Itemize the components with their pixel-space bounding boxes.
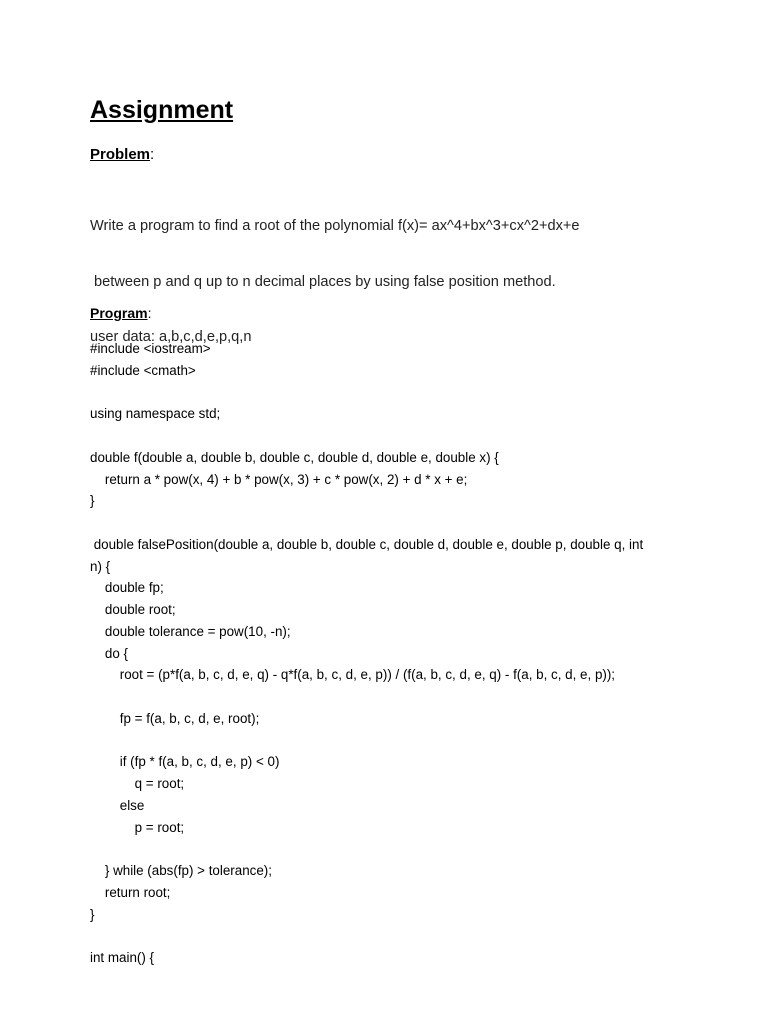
program-label-colon: :	[147, 305, 152, 321]
code-line: return a * pow(x, 4) + b * pow(x, 3) + c * pow(x, 2) + d * x + e;	[90, 471, 468, 487]
code-line: double fp;	[90, 580, 164, 596]
program-label: Program	[90, 305, 148, 321]
code-line: root = (p*f(a, b, c, d, e, q) - q*f(a, b, c, d, e, p)) / (f(a, b, c, d, e, q) - f(a, b, c, d, e, p));	[90, 667, 616, 683]
code-line	[90, 925, 690, 947]
code-line: int main() {	[90, 950, 154, 965]
problem-line: Write a program to find a root of the polynomial f(x)= ax^4+bx^3+cx^2+dx+e	[90, 218, 580, 234]
code-line: using namespace std;	[90, 406, 221, 422]
code-line: else	[90, 797, 145, 813]
code-line: double falsePosition(double a, double b, double c, double d, double e, double p, double q, int	[90, 536, 644, 552]
document-title: Assignment	[90, 96, 234, 124]
code-line: #include <cmath>	[90, 362, 196, 378]
problem-line: between p and q up to n decimal places by using false position method.	[90, 273, 556, 290]
problem-heading	[90, 144, 154, 166]
problem-label-colon: :	[150, 146, 155, 163]
program-heading	[90, 302, 151, 324]
code-line	[90, 838, 690, 860]
code-line: n) {	[90, 558, 111, 574]
code-line: }	[90, 493, 95, 509]
code-line: p = root;	[90, 819, 185, 835]
code-line	[90, 730, 690, 752]
code-line: return root;	[90, 884, 171, 900]
code-line: double tolerance = pow(10, -n);	[90, 623, 291, 639]
code-line	[90, 425, 690, 447]
code-line: fp = f(a, b, c, d, e, root);	[90, 710, 260, 726]
problem-line: user data: a,b,c,d,e,p,q,n	[90, 329, 252, 345]
code-line: double f(double a, double b, double c, double d, double e, double x) {	[90, 449, 499, 465]
code-line: do {	[90, 645, 128, 661]
code-line	[90, 512, 690, 534]
code-line: q = root;	[90, 776, 185, 791]
code-line: #include <iostream>	[90, 341, 211, 356]
code-line: double root;	[90, 602, 176, 617]
code-block	[90, 338, 690, 969]
code-line	[90, 686, 690, 708]
code-line: } while (abs(fp) > tolerance);	[90, 863, 272, 878]
problem-label: Problem	[90, 146, 151, 163]
code-line: }	[90, 906, 95, 922]
code-line: if (fp * f(a, b, c, d, e, p) < 0)	[90, 754, 280, 770]
code-line	[90, 382, 690, 404]
